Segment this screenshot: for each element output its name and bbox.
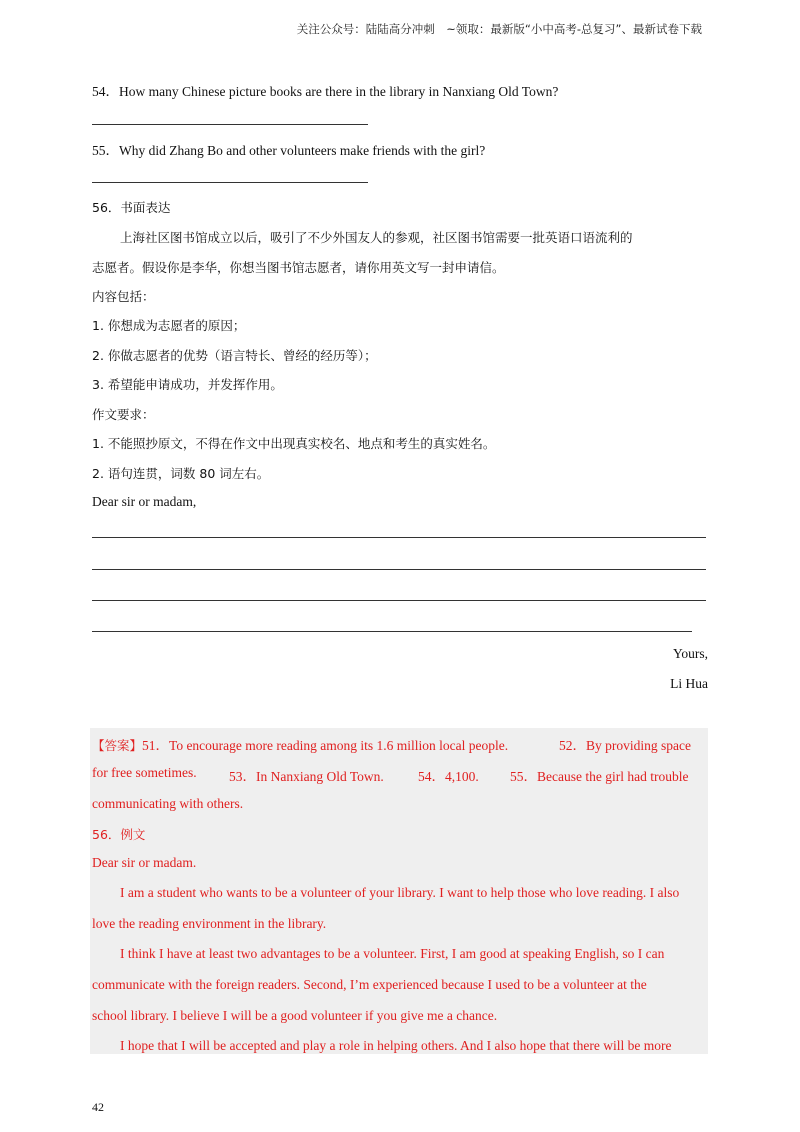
question-56-prompt-line-1: 上海社区图书馆成立以后，吸引了不少外国友人的参观，社区图书馆需要一批英语口语流利的 bbox=[120, 230, 633, 245]
answer-52-part-1: 52．By providing space bbox=[559, 738, 691, 753]
answer-55-part-2: communicating with others. bbox=[92, 796, 244, 811]
answer-line-55 bbox=[92, 182, 368, 183]
page-header: 关注公众号：陆陆高分冲刺 ~领取：最新版“小中高考-总复习”、最新试卷下载 bbox=[296, 22, 702, 36]
writing-line-4 bbox=[92, 631, 692, 632]
letter-salutation: Dear sir or madam, bbox=[92, 494, 197, 509]
content-label: 内容包括： bbox=[92, 289, 155, 304]
essay-paragraph-2-line-1: I think I have at least two advantages to be a volunteer. First, I am good at speaking English, so I can bbox=[120, 946, 665, 961]
essay-paragraph-2-line-2: communicate with the foreign readers. Second, I’m experienced because I used to be a volunteer at the bbox=[92, 977, 647, 992]
answer-51: 51．To encourage more reading among its 1.6 million local people. bbox=[142, 738, 509, 753]
answer-label: 【答案】 bbox=[92, 738, 143, 753]
essay-paragraph-2-line-3: school library. I believe I will be a good volunteer if you give me a chance. bbox=[92, 1008, 498, 1023]
writing-line-3 bbox=[92, 600, 706, 601]
requirement-1: 1. 不能照抄原文，不得在作文中出现真实校名、地点和考生的真实姓名。 bbox=[92, 436, 496, 451]
requirements-label: 作文要求： bbox=[92, 407, 155, 422]
writing-line-1 bbox=[92, 537, 706, 538]
answer-row-1 bbox=[92, 734, 508, 754]
content-item-2: 2. 你做志愿者的优势（语言特长、曾经的经历等）； bbox=[92, 348, 377, 363]
content-item-1: 1. 你想成为志愿者的原因； bbox=[92, 318, 246, 333]
answer-53: 53．In Nanxiang Old Town. bbox=[229, 769, 384, 784]
content-item-3: 3. 希望能申请成功，并发挥作用。 bbox=[92, 377, 283, 392]
answer-56-title: 56．例文 bbox=[92, 827, 146, 842]
answer-54: 54．4,100. bbox=[418, 769, 479, 784]
answer-55-part-1: 55．Because the girl had trouble bbox=[510, 769, 689, 784]
question-55: 55．Why did Zhang Bo and other volunteers make friends with the girl? bbox=[92, 143, 486, 158]
requirement-2: 2. 语句连贯，词数 80 词左右。 bbox=[92, 466, 270, 481]
writing-line-2 bbox=[92, 569, 706, 570]
answer-52-part-2: for free sometimes. bbox=[92, 765, 197, 780]
letter-signature: Li Hua bbox=[670, 676, 708, 691]
essay-salutation: Dear sir or madam. bbox=[92, 855, 197, 870]
letter-closing: Yours, bbox=[672, 646, 708, 661]
question-56-title: 56．书面表达 bbox=[92, 200, 171, 215]
question-56-prompt-line-2: 志愿者。假设你是李华，你想当图书馆志愿者，请你用英文写一封申请信。 bbox=[92, 260, 505, 275]
essay-paragraph-1-line-2: love the reading environment in the library. bbox=[92, 916, 327, 931]
question-54: 54．How many Chinese picture books are there in the library in Nanxiang Old Town? bbox=[92, 84, 559, 99]
essay-paragraph-3-line-1: I hope that I will be accepted and play a role in helping others. And I also hope that there will be more bbox=[120, 1038, 672, 1053]
essay-paragraph-1-line-1: I am a student who wants to be a volunteer of your library. I want to help those who love reading. I also bbox=[120, 885, 680, 900]
answer-line-54 bbox=[92, 124, 368, 125]
page-number: 42 bbox=[92, 1100, 104, 1114]
